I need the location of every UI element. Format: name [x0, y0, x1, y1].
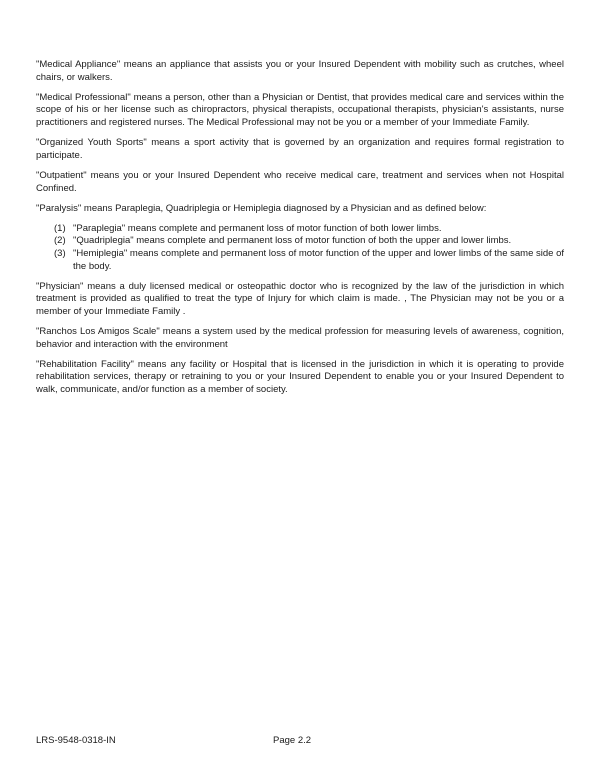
list-item-text: "Hemiplegia" means complete and permanent loss of motor function of the upper and lower limbs of the same side of the body.	[73, 247, 564, 272]
page-number: Page 2.2	[273, 735, 312, 746]
definition-outpatient: "Outpatient" means you or your Insured Dependent who receive medical care, treatment and services when not Hospital Confined.	[36, 169, 564, 194]
definition-rehabilitation-facility: "Rehabilitation Facility" means any facility or Hospital that is licensed in the jurisdiction in which it is operating to provide rehabilitation services, therapy or retraining to you or your Insured Dependent to enable you or your Insured Dependent to walk, communicate, and/or function as a member of society.	[36, 358, 564, 396]
paralysis-list-item-hemiplegia	[36, 248, 564, 273]
paralysis-list-item-paraplegia	[36, 223, 564, 236]
list-item-marker: (1)	[54, 222, 66, 234]
list-item-marker: (3)	[54, 247, 66, 259]
paralysis-definitions-list	[36, 223, 564, 274]
form-number: LRS-9548-0318-IN	[36, 735, 116, 746]
list-item-text: "Paraplegia" means complete and permanent loss of motor function of both lower limbs.	[73, 222, 442, 234]
document-body	[36, 59, 564, 404]
definition-organized-youth-sports: "Organized Youth Sports" means a sport activity that is governed by an organization and requires formal registration to participate.	[36, 137, 564, 161]
definition-physician: "Physician" means a duly licensed medical or osteopathic doctor who is recognized by the law of the jurisdiction in which treatment is provided as qualified to treat the type of Injury for which claim is made. , The Physician may not be you or a member of your Immediate Family .	[36, 280, 564, 318]
list-item-marker: (2)	[54, 235, 66, 247]
list-item-text: "Quadriplegia" means complete and permanent loss of motor function of both the upper and lower limbs.	[73, 235, 512, 247]
definition-ranchos-los-amigos-scale: "Ranchos Los Amigos Scale" means a system used by the medical profession for measuring levels of awareness, cognition, behavior and interaction with the environment	[36, 326, 564, 350]
definition-medical-appliance: "Medical Appliance" means an appliance that assists you or your Insured Dependent with mobility such as crutches, wheel chairs, or walkers.	[36, 59, 564, 83]
definition-medical-professional: "Medical Professional" means a person, other than a Physician or Dentist, that provides medical care and services within the scope of his or her license such as chiropractors, physical therapists, occupational therapists, physician's assistants, nurse practitioners and registered nurses. The Medical Professional may not be you or a member of your Immediate Family.	[36, 91, 564, 129]
definition-paralysis: "Paralysis" means Paraplegia, Quadriplegia or Hemiplegia diagnosed by a Physician and as defined below:	[36, 202, 487, 214]
paralysis-list-item-quadriplegia	[36, 235, 564, 248]
